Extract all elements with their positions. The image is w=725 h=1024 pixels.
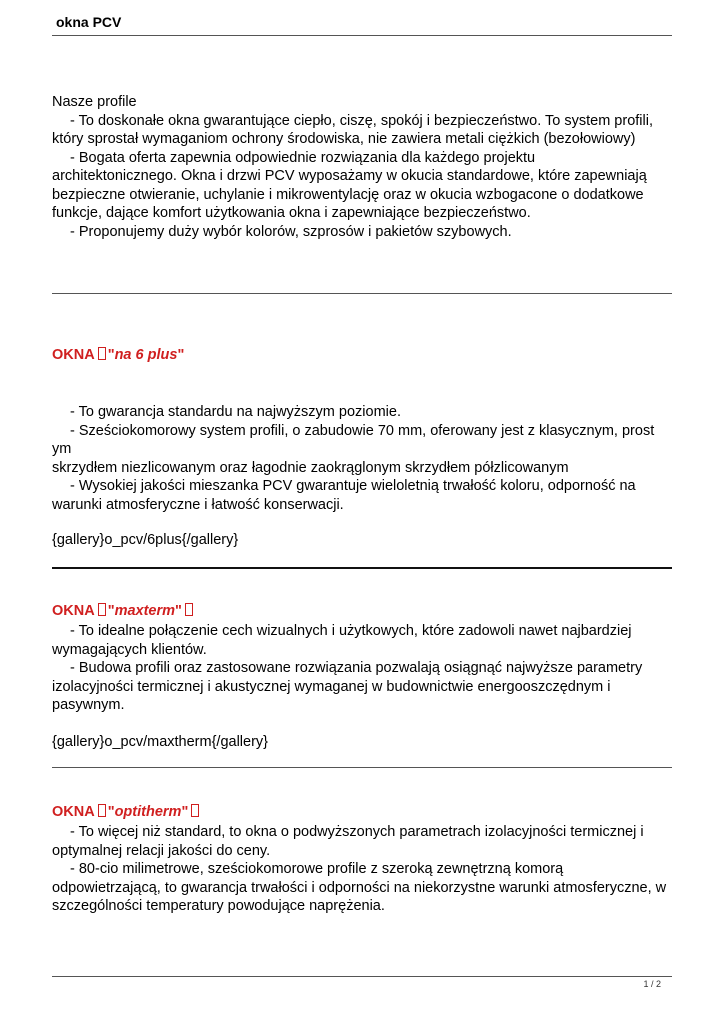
section-line: - 80-cio milimetrowe, sześciokomorowe profile z szeroką zewnętrzną komorą (70, 861, 564, 877)
section-line: wymagających klientów. (52, 641, 207, 658)
section-line: - To idealne połączenie cech wizualnych i użytkowych, które zadowoli nawet najbardziej (70, 623, 632, 639)
section-line: optymalnej relacji jakości do ceny. (52, 842, 271, 859)
missing-glyph-icon (191, 804, 199, 817)
missing-glyph-icon (185, 603, 193, 616)
intro-line: bezpieczne otwieranie, uchylanie i mikrowentylację oraz w okucia wzbogacone o dodatkowe (52, 186, 644, 203)
section-line: pasywnym. (52, 697, 125, 713)
heading-quote: " (177, 347, 185, 363)
heading-quote: " (107, 347, 115, 363)
gallery-tag-maxterm: {gallery}o_pcv/maxtherm{/gallery} (52, 734, 269, 750)
section-divider (52, 567, 672, 569)
section-maxterm-body (52, 622, 672, 715)
section-heading-optitherm (52, 804, 201, 820)
section-line: - Wysokiej jakości mieszanka PCV gwarantuje wieloletnią trwałość koloru, odporność na (70, 478, 636, 494)
intro-block (52, 93, 672, 241)
section-line: szczególności temperatury powodujące naprężenia. (52, 898, 385, 914)
heading-quote: " (107, 603, 115, 619)
gallery-tag-6plus: {gallery}o_pcv/6plus{/gallery} (52, 532, 239, 548)
intro-line: który sprostał wymaganiom ochrony środowiska, nie zawiera metali ciężkich (bezołowiowy) (52, 131, 636, 147)
section-line: ym (52, 441, 72, 457)
section-divider (52, 293, 672, 294)
header-divider (52, 35, 672, 36)
heading-quote: " (107, 804, 115, 820)
missing-glyph-icon (98, 347, 106, 360)
heading-prefix: OKNA (52, 347, 95, 363)
section-line: skrzydłem niezlicowanym oraz łagodnie zaokrąglonym skrzydłem półzlicowanym (52, 459, 569, 476)
intro-heading: Nasze profile (52, 94, 137, 110)
section-6plus-body (52, 403, 672, 514)
intro-line: - Bogata oferta zapewnia odpowiednie rozwiązania dla każdego projektu (70, 149, 536, 166)
heading-model: na 6 plus (114, 347, 178, 363)
missing-glyph-icon (98, 603, 106, 616)
intro-line: architektonicznego. Okna i drzwi PCV wyposażamy w okucia standardowe, które zapewniają (52, 168, 647, 184)
page-number: 1 / 2 (643, 979, 661, 989)
footer-divider (52, 976, 672, 977)
heading-model: maxterm (114, 603, 176, 619)
section-optitherm-body (52, 823, 672, 916)
section-heading-maxterm (52, 603, 195, 619)
section-line: warunki atmosferyczne i łatwość konserwacji. (52, 496, 344, 513)
section-line: - Budowa profili oraz zastosowane rozwiązania pozwalają osiągnąć najwyższe parametry (70, 660, 643, 676)
section-line: - To gwarancja standardu na najwyższym poziomie. (70, 404, 401, 420)
heading-prefix: OKNA (52, 804, 95, 820)
heading-prefix: OKNA (52, 603, 95, 619)
section-divider (52, 767, 672, 768)
heading-model: optitherm (114, 804, 182, 820)
intro-line: - To doskonałe okna gwarantujące ciepło, ciszę, spokój i bezpieczeństwo. To system profili, (70, 112, 653, 129)
section-line: izolacyjności termicznej i akustycznej wymaganej w budownictwie energooszczędnym i (52, 678, 611, 695)
section-line: - To więcej niż standard, to okna o podwyższonych parametrach izolacyjności termicznej i (70, 824, 644, 840)
section-line: odpowietrzającą, to gwarancja trwałości i odporności na niekorzystne warunki atmosferyczne, w (52, 879, 667, 896)
section-line: - Sześciokomorowy system profili, o zabudowie 70 mm, oferowany jest z klasycznym, prost (70, 422, 655, 439)
page-header-title: okna PCV (56, 14, 122, 30)
heading-quote: " (181, 804, 189, 820)
heading-quote: " (175, 603, 182, 619)
section-heading-6plus (52, 347, 184, 363)
intro-line: funkcje, dające komfort użytkowania okna i zapewniające bezpieczeństwo. (52, 205, 531, 221)
missing-glyph-icon (98, 804, 106, 817)
intro-line: - Proponujemy duży wybór kolorów, szprosów i pakietów szybowych. (70, 223, 512, 240)
